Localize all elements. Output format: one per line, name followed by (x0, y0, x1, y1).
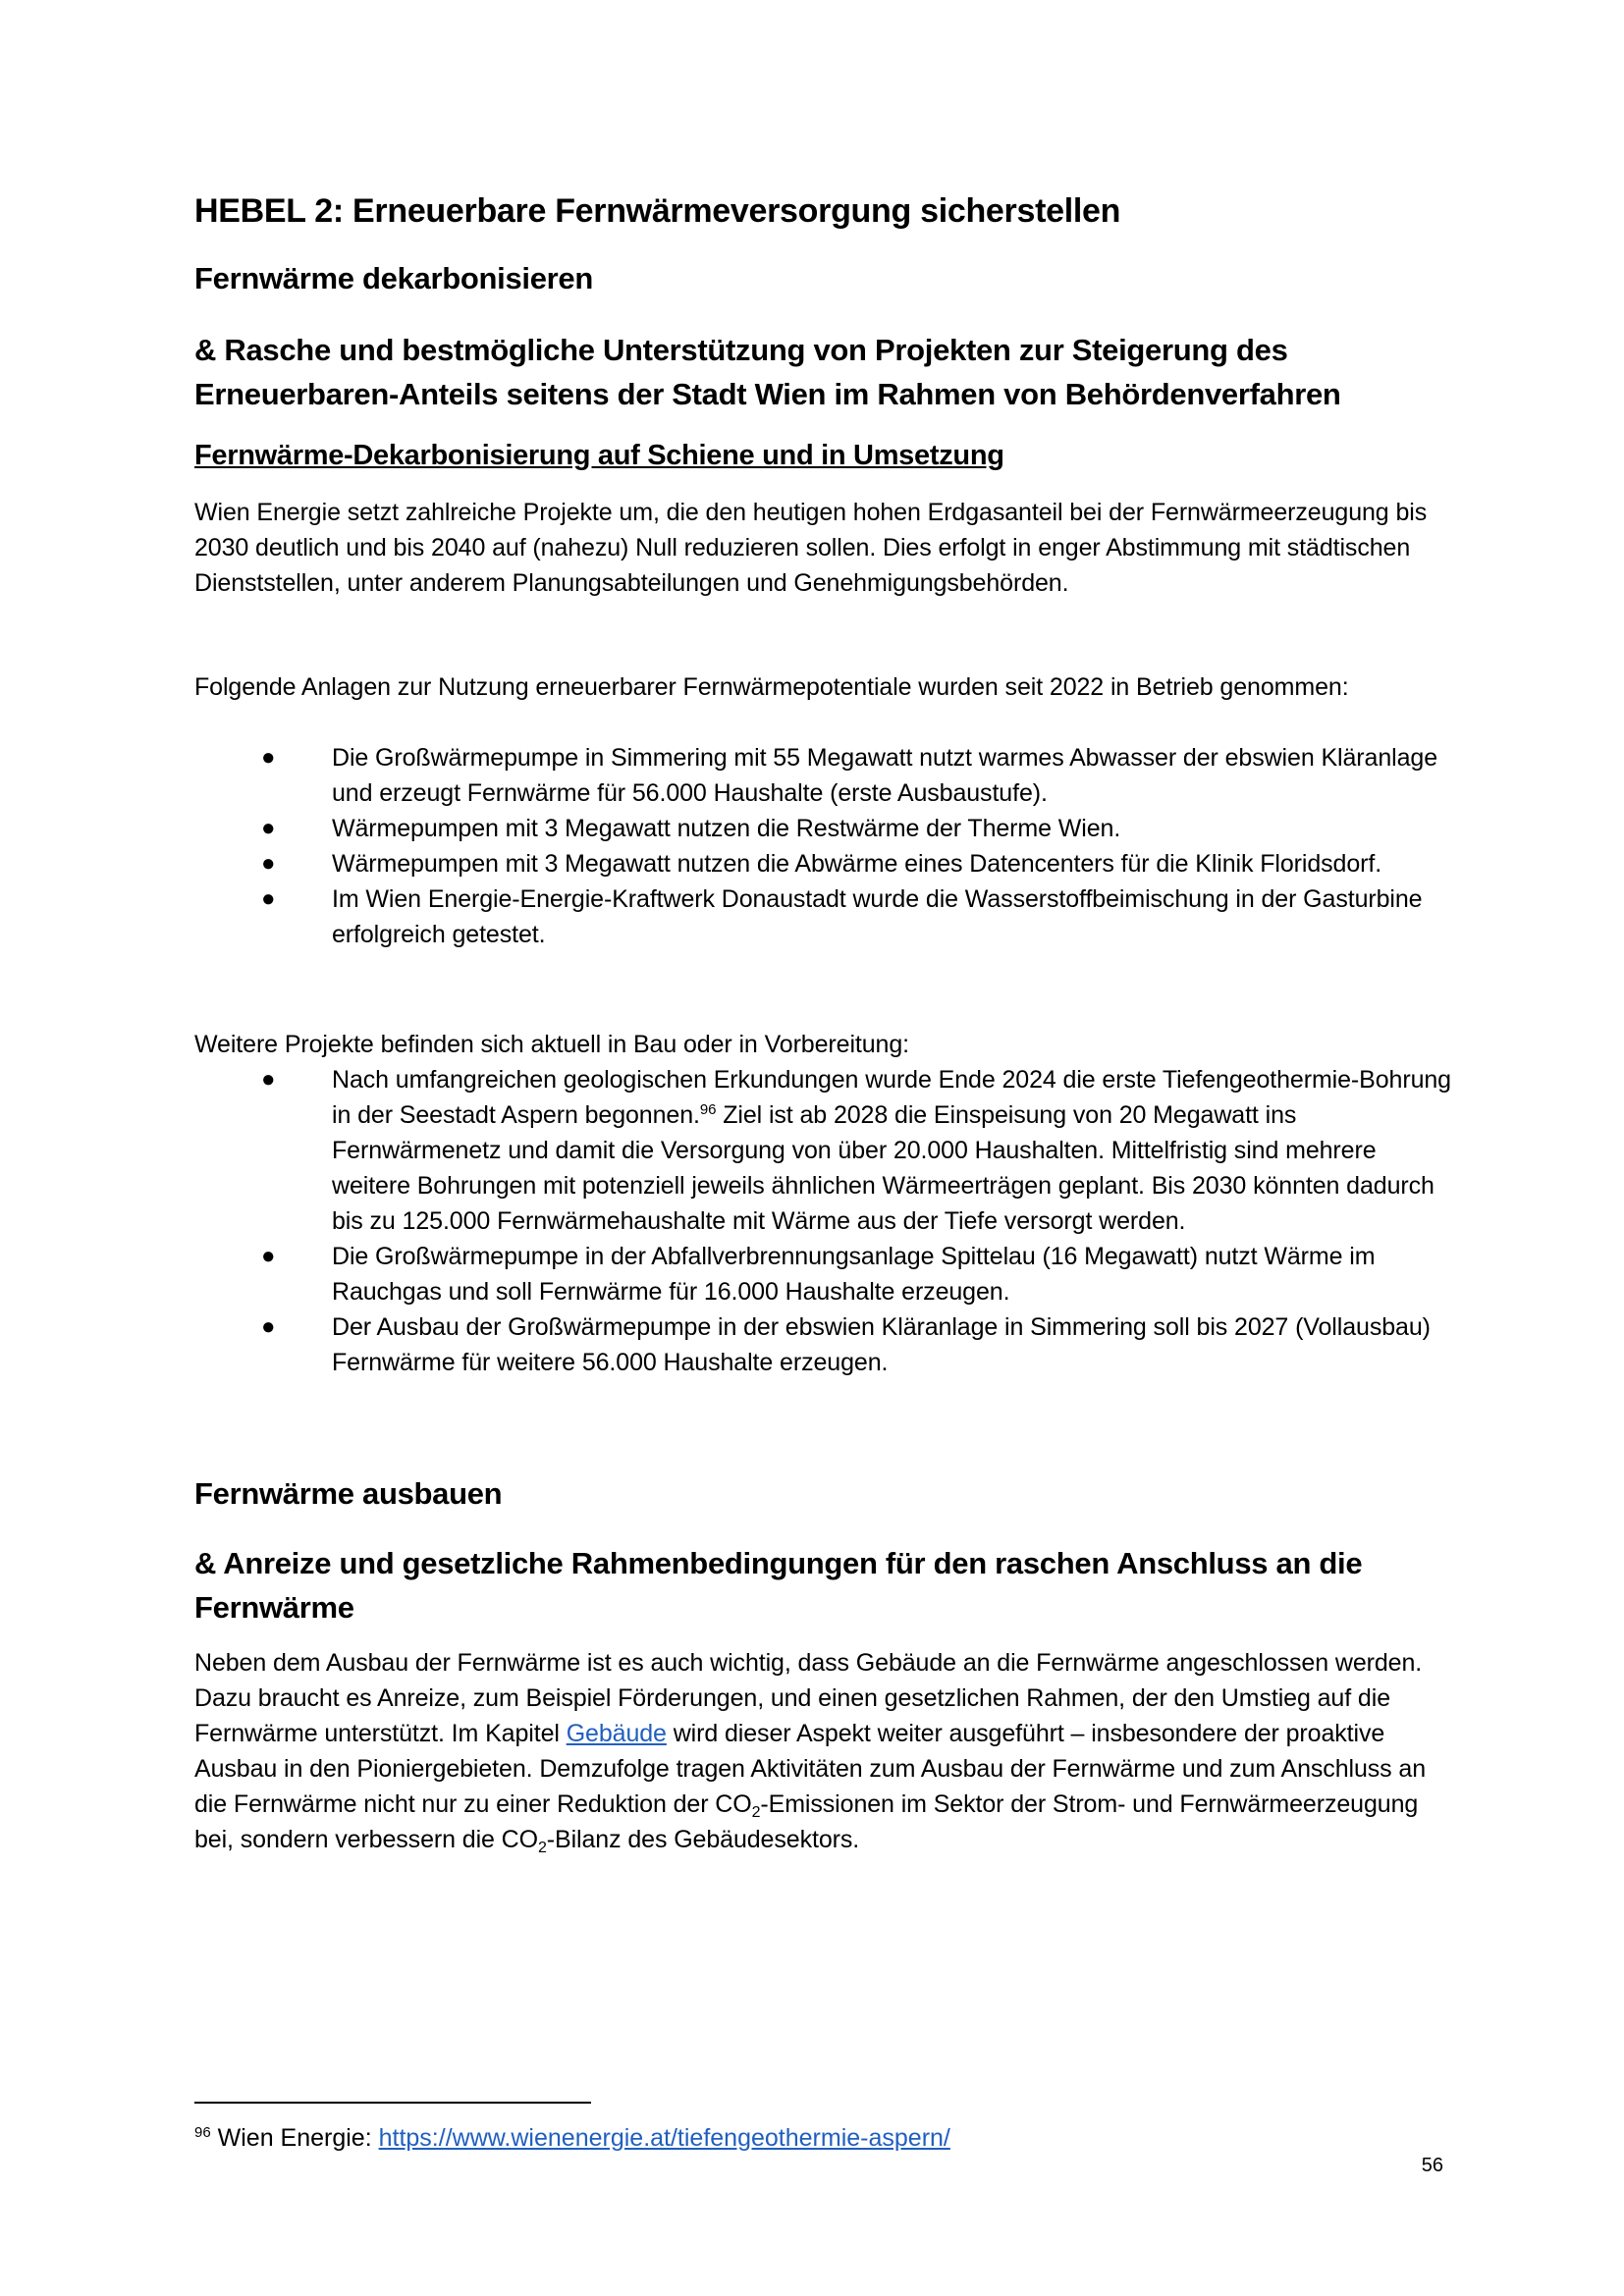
list-item: ● Wärmepumpen mit 3 Megawatt nutzen die Restwärme der Therme Wien. (194, 811, 1461, 846)
bullet-icon: ● (261, 744, 276, 771)
section2-paragraph: Neben dem Ausbau der Fernwärme ist es auch wichtig, dass Gebäude an die Fernwärme angeschlossen werden. Dazu braucht es Anreize, zum Beispiel Förderungen, und einen gesetzlichen Rahmen, der den Umstieg auf die Fernwärme unterstützt. Im Kapitel Gebäude wird dieser Aspekt weiter ausgeführt – insbesondere der proaktive Ausbau in den Pioniergebieten. Demzufolge tragen Aktivitäten zum Ausbau der Fernwärme und zum Anschluss an die Fernwärme nicht nur zu einer Reduktion der $CO_2$-Emissionen im Sektor der Strom- und Fernwärmeerzeugung bei, sondern verbessern die $CO_2$-Bilanz des Gebäudesektors. (194, 1649, 1427, 1856)
intro-paragraph: Wien Energie setzt zahlreiche Projekte um, die den heutigen hohen Erdgasanteil bei der Fernwärmeerzeugung bis 2030 deutlich und bis 2040 auf (nahezu) Null reduzieren sollen. Dies erfolgt in enger Abstimmung mit städtischen Dienststellen, unter anderem Planungsabteilungen und Genehmigungsbehörden. (194, 499, 1428, 597)
section1-subtitle (194, 328, 1461, 416)
footnote-separator (194, 2102, 591, 2104)
list-item: ● Der Ausbau der Großwärmepumpe in der ebswien Kläranlage in Simmering soll bis 2027 (Vollausbau) Fernwärme für weitere 56.000 Haushalte erzeugen. (194, 1309, 1461, 1380)
footnote-reference[interactable]: 96 (699, 1101, 717, 1118)
list-item: ● Wärmepumpen mit 3 Megawatt nutzen die Abwärme eines Datencenters für die Klinik Floridsdorf. (194, 846, 1461, 881)
main-heading: HEBEL 2: Erneuerbare Fernwärmeversorgung sicherstellen (194, 192, 1121, 230)
list-item: ● Die Großwärmepumpe in der Abfallverbrennungsanlage Spittelau (16 Megawatt) nutzt Wärme im Rauchgas und soll Fernwärme für 16.000 Haushalte erzeugen. (194, 1239, 1461, 1309)
underlined-subheading: Fernwärme-Dekarbonisierung auf Schiene und in Umsetzung (194, 440, 1004, 471)
list1-lead: Folgende Anlagen zur Nutzung erneuerbarer Fernwärmepotentiale wurden seit 2022 in Betrieb genommen: (194, 673, 1349, 701)
section2-subtitle-line2: Fernwärme (194, 1590, 354, 1625)
list1 (194, 740, 1461, 952)
footnote-number: 96 (194, 2124, 211, 2141)
section2-title: Fernwärme ausbauen (194, 1476, 503, 1511)
footnote-link[interactable]: https://www.wienenergie.at/tiefengeothermie-aspern/ (378, 2124, 950, 2152)
list2-lead: Weitere Projekte befinden sich aktuell in Bau oder in Vorbereitung: (194, 1031, 910, 1058)
list-item: ● Nach umfangreichen geologischen Erkundungen wurde Ende 2024 die erste Tiefengeothermie-Bohrung in der Seestadt Aspern begonnen.$^{96}$ Ziel ist ab 2028 die Einspeisung von 20 Megawatt ins Fernwärmenetz und damit die Versorgung von über 20.000 Haushalten. Mittelfristig sind mehrere weitere Bohrungen mit potenziell jeweils ähnlichen Wärmeerträgen geplant. Bis 2030 könnten dadurch bis zu 125.000 Fernwärmehaushalte mit Wärme aus der Tiefe versorgt werden. (194, 1062, 1461, 1239)
section1-subtitle-line2: Erneuerbaren-Anteils seitens der Stadt Wien im Rahmen von Behördenverfahren (194, 377, 1341, 411)
bullet-icon: ● (261, 1066, 276, 1093)
section1-title: Fernwärme dekarbonisieren (194, 261, 593, 295)
section2-subtitle-line1: & Anreize und gesetzliche Rahmenbedingungen für den raschen Anschluss an die (194, 1546, 1363, 1580)
document-page (194, 0, 1451, 2296)
list2 (194, 1062, 1461, 1380)
list-item: ● Im Wien Energie-Energie-Kraftwerk Donaustadt wurde die Wasserstoffbeimischung in der Gasturbine erfolgreich getestet. (194, 881, 1461, 952)
footnote: $^{96}$ Wien Energie: https://www.wienenergie.at/tiefengeothermie-aspern/ (194, 2124, 950, 2152)
page-number: 56 (1421, 2155, 1443, 2176)
bullet-icon: ● (261, 885, 276, 912)
bullet-icon: ● (261, 815, 276, 841)
section2-subtitle (194, 1541, 1461, 1629)
list-item: ● Die Großwärmepumpe in Simmering mit 55 Megawatt nutzt warmes Abwasser der ebswien Kläranlage und erzeugt Fernwärme für 56.000 Haushalte (erste Ausbaustufe). (194, 740, 1461, 811)
bullet-icon: ● (261, 1243, 276, 1269)
section1-subtitle-line1: & Rasche und bestmögliche Unterstützung von Projekten zur Steigerung des (194, 333, 1288, 367)
gebaeude-link[interactable]: Gebäude (566, 1720, 667, 1747)
bullet-icon: ● (261, 1313, 276, 1340)
bullet-icon: ● (261, 850, 276, 877)
